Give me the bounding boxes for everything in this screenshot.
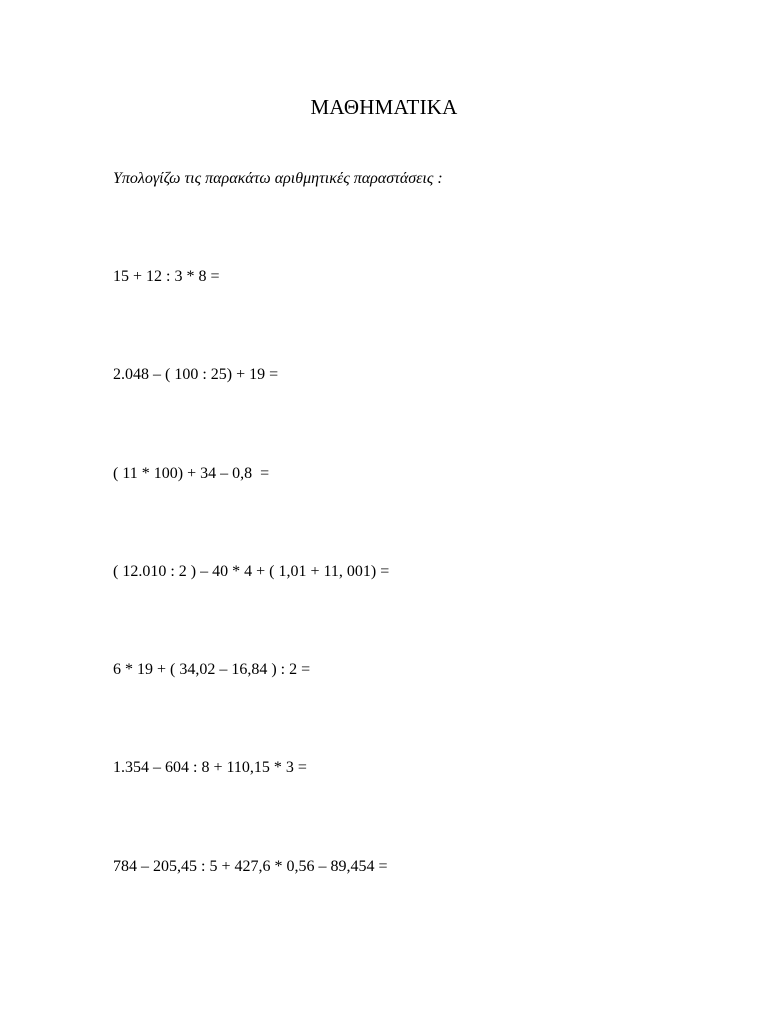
exercise-item: 6 * 19 + ( 34,02 – 16,84 ) : 2 = [113, 661, 311, 679]
exercise-item: ( 12.010 : 2 ) – 40 * 4 + ( 1,01 + 11, 001) = [113, 562, 390, 580]
exercise-list [113, 267, 389, 955]
exercise-item: 2.048 – ( 100 : 25) + 19 = [113, 366, 279, 384]
page-title: ΜΑΘΗΜΑΤΙΚΑ [310, 95, 458, 119]
exercise-item: 784 – 205,45 : 5 + 427,6 * 0,56 – 89,454 = [113, 857, 388, 875]
exercise-item: 15 + 12 : 3 * 8 = [113, 268, 220, 285]
instruction-text: Υπολογίζω τις παρακάτω αριθμητικές παραστάσεις : [113, 170, 443, 187]
exercise-item: 1.354 – 604 : 8 + 110,15 * 3 = [113, 759, 307, 777]
exercise-item: ( 11 * 100) + 34 – 0,8 = [113, 464, 270, 482]
